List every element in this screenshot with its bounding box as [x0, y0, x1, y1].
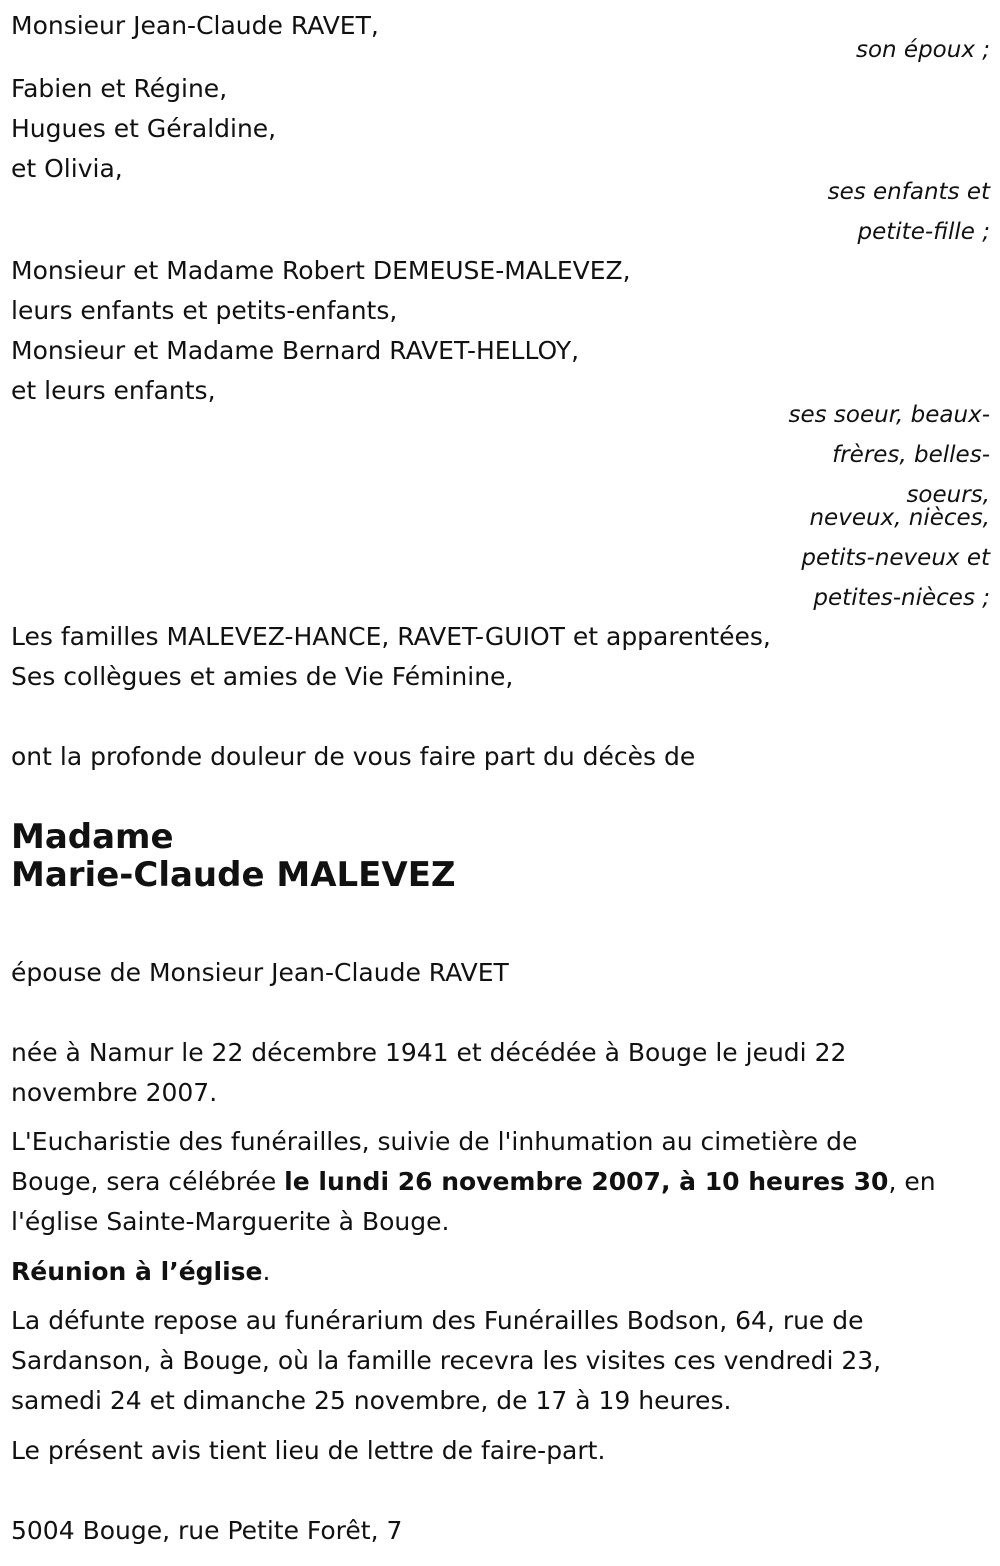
birth-death — [11, 1033, 846, 1113]
sibling-line: leurs enfants et petits-enfants, — [11, 296, 398, 325]
spouse-role: son époux ; — [855, 37, 990, 63]
ceremony — [11, 1122, 936, 1242]
notice: Le présent avis tient lieu de lettre de faire-part. — [11, 1436, 606, 1465]
role-line: soeurs, — [906, 482, 990, 508]
children-role — [828, 172, 990, 252]
others-block — [11, 617, 771, 697]
role-line: petite-fille ; — [857, 219, 990, 245]
meeting — [11, 1252, 270, 1292]
siblings-block — [11, 251, 631, 411]
deceased-name — [11, 818, 456, 894]
rest-line: samedi 24 et dimanche 25 novembre, de 17 à 19 heures. — [11, 1386, 732, 1415]
ceremony-text: Bouge, sera célébrée — [11, 1167, 285, 1196]
siblings-role-b — [801, 498, 990, 618]
announcement: ont la profonde douleur de vous faire part du décès de — [11, 742, 696, 771]
rest-line: Sardanson, à Bouge, où la famille recevra les visites ces vendredi 23, — [11, 1346, 882, 1375]
other-line: Ses collègues et amies de Vie Féminine, — [11, 662, 514, 691]
siblings-role-a — [788, 395, 990, 515]
role-line: neveux, nièces, — [809, 505, 990, 531]
role-line: frères, belles- — [832, 442, 990, 468]
spouse-of: épouse de Monsieur Jean-Claude RAVET — [11, 958, 509, 987]
address: 5004 Bouge, rue Petite Forêt, 7 — [11, 1516, 403, 1545]
birth-death-line: née à Namur le 22 décembre 1941 et décédée à Bouge le jeudi 22 — [11, 1038, 847, 1067]
children-block — [11, 69, 276, 189]
sibling-line: Monsieur et Madame Robert DEMEUSE-MALEVEZ, — [11, 256, 631, 285]
meeting-punct: . — [262, 1257, 271, 1286]
other-line: Les familles MALEVEZ-HANCE, RAVET-GUIOT et apparentées, — [11, 622, 771, 651]
deceased-title: Madame — [11, 817, 174, 857]
child-line: et Olivia, — [11, 154, 123, 183]
role-line: ses enfants et — [827, 179, 990, 205]
ceremony-line — [11, 1162, 936, 1202]
rest-line: La défunte repose au funérarium des Funérailles Bodson, 64, rue de — [11, 1306, 864, 1335]
child-line: Fabien et Régine, — [11, 74, 228, 103]
ceremony-line: L'Eucharistie des funérailles, suivie de l'inhumation au cimetière de — [11, 1127, 858, 1156]
deceased-fullname: Marie-Claude MALEVEZ — [11, 855, 456, 895]
child-line: Hugues et Géraldine, — [11, 114, 277, 143]
spouse-name: Monsieur Jean-Claude RAVET, — [11, 11, 379, 40]
ceremony-text: , en — [888, 1167, 936, 1196]
role-line: ses soeur, beaux- — [788, 402, 990, 428]
birth-death-line: novembre 2007. — [11, 1078, 218, 1107]
ceremony-line: l'église Sainte-Marguerite à Bouge. — [11, 1207, 450, 1236]
role-line: petites-nièces ; — [813, 585, 990, 611]
sibling-line: et leurs enfants, — [11, 376, 216, 405]
role-line: petits-neveux et — [801, 545, 990, 571]
meeting-place: Réunion à l’église — [11, 1257, 263, 1286]
ceremony-date: le lundi 26 novembre 2007, à 10 heures 30 — [284, 1167, 889, 1196]
rest-info — [11, 1301, 881, 1421]
sibling-line: Monsieur et Madame Bernard RAVET-HELLOY, — [11, 336, 580, 365]
